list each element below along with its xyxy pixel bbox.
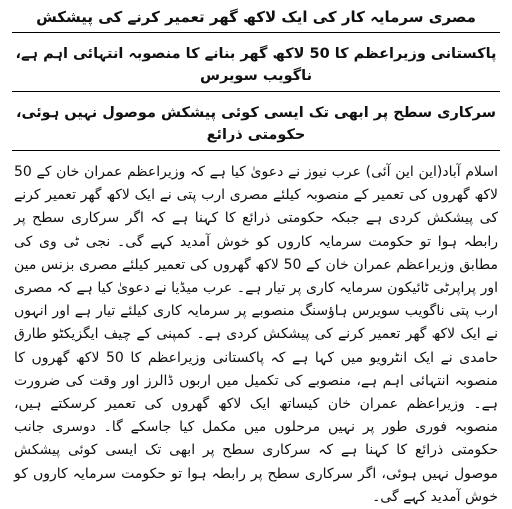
subheadline-1: پاکستانی وزیراعظم کا 50 لاکھ گھر بنانے کا منصوبہ انتہائی اہم ہے، ناگویب سویرس	[12, 39, 500, 92]
subheadline-2: سرکاری سطح پر ابھی تک ایسی کوئی پیشکش موصول نہیں ہوئی، حکومتی ذرائع	[12, 98, 500, 151]
article-body: اسلام آباد(این این آئی) عرب نیوز نے دعویٰ کیا ہے کہ وزیراعظم عمران خان کے 50 لاکھ گھروں کی تعمیر کے منصوبہ کیلئے مصری ارب پتی نے ایک لاکھ گھر تعمیر کرنے کی پیشکش کردی ہے جبکہ حکومتی ذرائع کا کہنا ہے کہ اگر سرکاری سطح پر رابطہ ہوا تو حکومت سرمایہ کاروں کو خوش آمدید کہے گی۔ نجی ٹی وی کی مطابق وزیراعظم عمران خان کے 50 لاکھ گھروں کی تعمیر کیلئے مصری بزنس مین اور پراپرٹی ٹائیکون سرمایہ کاری پر تیار ہے۔ عرب میڈیا نے دعویٰ کیا ہے کہ مصری ارب پتی ناگویب سویرس ہاؤسنگ منصوبے پر سرمایہ کاری کیلئے تیار ہے اور انہوں نے ایک لاکھ گھر تعمیر کرنے کی پیشکش کردی ہے۔ کمپنی کے چیف ایگزیکٹو طارق حامدی نے ایک انٹرویو میں کہا ہے کہ پاکستانی وزیراعظم کا 50 لاکھ گھروں کا منصوبہ انتہائی اہم ہے، منصوبے کی تکمیل میں اربوں ڈالرز اور وقت کی ضرورت ہے۔ وزیراعظم عمران خان کیساتھ ایک لاکھ گھروں کی تعمیر کرسکتے ہیں، منصوبہ فوری طور پر نہیں مرحلوں میں مکمل کیا جاسکے گا۔ دوسری جانب حکومتی ذرائع کا کہنا ہے کہ سرکاری سطح پر ابھی تک ایسی کوئی پیشکش موصول نہیں ہوئی، اگر سرکاری سطح پر رابطہ ہوا تو حکومت سرمایہ کاروں کو خوش آمدید کہے گی۔	[14, 164, 499, 505]
headline: مصری سرمایہ کار کی ایک لاکھ گھر تعمیر کرنے کی پیشکش	[12, 6, 500, 33]
